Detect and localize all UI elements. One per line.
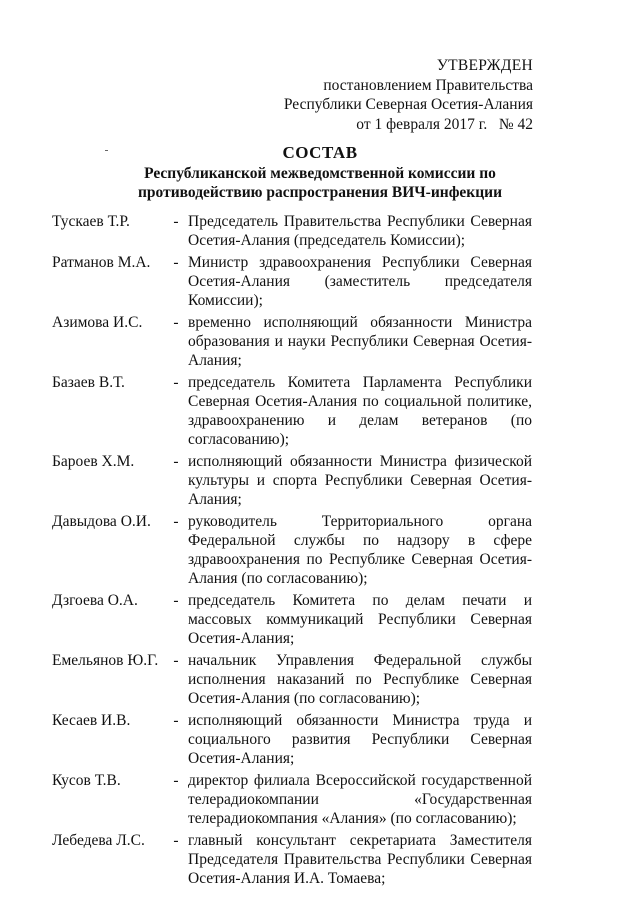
member-description: председатель Комитета Парламента Республики Северная Осетия-Алания по социальной политике, здравоохранению и делам ветеранов (по согласованию); xyxy=(188,374,532,448)
member-row xyxy=(52,253,532,310)
member-row xyxy=(52,831,532,888)
member-name: Дзгоева О.А. xyxy=(52,592,138,609)
member-name: Лебедева Л.С. xyxy=(52,832,145,849)
member-row xyxy=(52,711,532,768)
heading-subtitle-line-2: противодействию распространения ВИЧ-инфекции xyxy=(137,184,503,201)
approval-block xyxy=(284,56,533,134)
heading-subtitle-line-1: Республиканской межведомственной комиссии по xyxy=(144,165,496,182)
member-description: председатель Комитета по делам печати и массовых коммуникаций Республики Северная Осетия-Алания; xyxy=(188,592,532,647)
heading-title: СОСТАВ xyxy=(282,143,358,162)
member-dash: - xyxy=(173,592,179,609)
approval-line-1: постановлением Правительства xyxy=(323,76,533,94)
member-name: Тускаев Т.Р. xyxy=(52,213,130,230)
member-name: Кусов Т.В. xyxy=(52,772,121,789)
member-dash: - xyxy=(173,254,179,271)
member-dash: - xyxy=(173,453,179,470)
approval-line-2: Республики Северная Осетия-Алания xyxy=(283,96,533,113)
member-row xyxy=(52,771,532,828)
member-row xyxy=(52,212,532,250)
member-row xyxy=(52,452,532,509)
member-dash: - xyxy=(173,314,179,331)
member-dash: - xyxy=(173,652,179,669)
member-description: Председатель Правительства Республики Северная Осетия-Алания (председатель Комиссии); xyxy=(188,213,532,249)
member-dash: - xyxy=(173,772,179,789)
member-row xyxy=(52,512,532,588)
member-description: директор филиала Всероссийской государственной телерадиокомпании «Государственная телерадиокомпания «Алания» (по согласованию); xyxy=(188,772,532,827)
approval-line-3: от 1 февраля 2017 г. № 42 xyxy=(356,115,533,133)
member-dash: - xyxy=(173,513,179,530)
member-description: начальник Управления Федеральной службы исполнения наказаний по Республике Северная Осетия-Алания (по согласованию); xyxy=(188,652,532,707)
member-dash: - xyxy=(173,832,179,849)
member-row xyxy=(52,651,532,708)
member-description: временно исполняющий обязанности Министра образования и науки Республики Северная Осетия-Алания; xyxy=(188,314,532,369)
member-name: Азимова И.С. xyxy=(52,314,143,331)
member-dash: - xyxy=(173,213,179,230)
member-description: исполняющий обязанности Министра физической культуры и спорта Республики Северная Осетия-Алания; xyxy=(188,453,532,508)
member-name: Базаев В.Т. xyxy=(52,374,125,391)
member-name: Емельянов Ю.Г. xyxy=(52,652,159,669)
member-description: главный консультант секретариата Заместителя Председателя Правительства Республики Северная Осетия-Алания И.А. Томаева; xyxy=(188,832,532,887)
member-row xyxy=(52,591,532,648)
member-dash: - xyxy=(173,712,179,729)
member-row xyxy=(52,373,532,449)
member-name: Ратманов М.А. xyxy=(52,254,151,271)
member-name: Давыдова О.И. xyxy=(52,513,151,530)
members-list xyxy=(52,212,532,891)
member-description: руководитель Территориального органа Федеральной службы по надзору в сфере здравоохранения по Республике Северная Осетия-Алания (по согласованию); xyxy=(188,513,532,587)
member-description: Министр здравоохранения Республики Северная Осетия-Алания (заместитель председателя Комиссии); xyxy=(188,254,532,309)
approval-title: УТВЕРЖДЕН xyxy=(436,57,533,74)
member-row xyxy=(52,313,532,370)
member-dash: - xyxy=(173,374,179,391)
member-name: Бароев Х.М. xyxy=(52,453,135,470)
member-description: исполняющий обязанности Министра труда и социального развития Республики Северная Осетия-Алания; xyxy=(188,712,532,767)
document-heading xyxy=(0,142,640,202)
member-name: Кесаев И.В. xyxy=(52,712,131,729)
